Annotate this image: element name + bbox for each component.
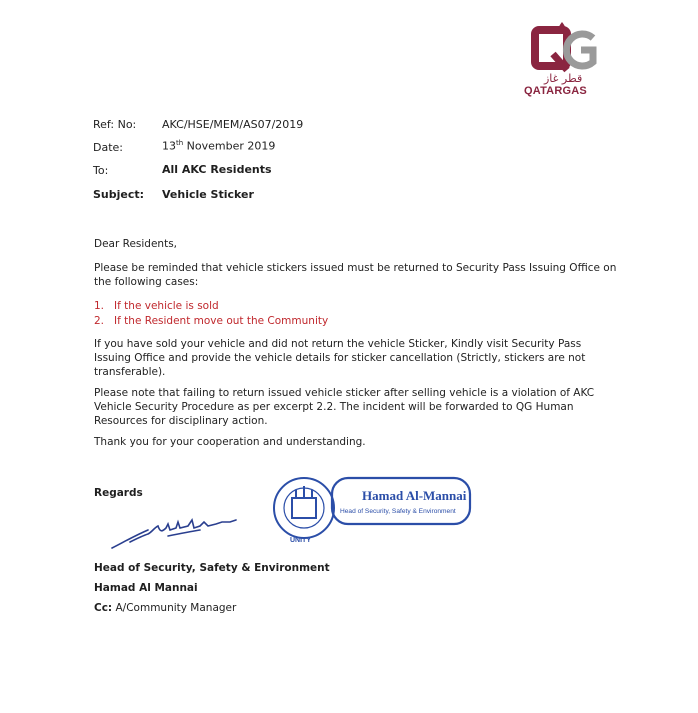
logo-wordmark: QATARGAS [524,85,587,97]
cc-line [94,601,619,615]
subject-label: Subject: [93,188,145,201]
paragraph-violation: Please note that failing to return issued vehicle sticker after selling vehicle is a violation of AKC Vehicle Security Procedure as per excerpt 2.2. The incident will be forwarded to QG Human Resources for disciplinary action. [94,387,595,427]
case-text: If the Resident move out the Community [114,315,329,327]
qatargas-logo [524,22,600,100]
date-value [162,139,275,153]
paragraph-sold-vehicle: If you have sold your vehicle and did not return the vehicle Sticker, Kindly visit Security Pass Issuing Office and provide the vehicle details for sticker cancellation (Strictly, stickers are not transferable). [94,338,586,378]
thanks-line: Thank you for your cooperation and understanding. [94,436,366,448]
signatory-position: Head of Security, Safety & Environment [94,562,330,574]
stamp-seal-text: UNITY [290,537,311,544]
intro-paragraph: Please be reminded that vehicle stickers issued must be returned to Security Pass Issuing Office on the following cases: [94,262,617,288]
stamp-title: Head of Security, Safety & Environment [340,508,456,515]
cc-label: Cc: [94,602,113,614]
signatory-name: Hamad Al Mannai [94,582,198,594]
qg-logo-mark [529,22,597,74]
cc-value: A/Community Manager [115,602,237,614]
ref-label: Ref: No: [93,118,137,131]
stamp-name: Hamad Al-Mannai [362,488,467,503]
subject-value: Vehicle Sticker [162,188,254,201]
date-suffix: th [176,139,184,147]
case-item [94,314,619,328]
handwritten-signature [108,510,243,555]
case-item [94,299,619,313]
date-label: Date: [93,141,123,154]
ref-value: AKC/HSE/MEM/AS07/2019 [162,118,304,131]
logo-arabic-text: قطر غاز [544,72,583,85]
case-number: 2. [94,315,105,327]
to-value: All AKC Residents [162,163,272,176]
date-day: 13 [162,139,176,153]
case-text: If the vehicle is sold [114,300,219,312]
case-number: 1. [94,300,105,312]
official-stamp [266,472,474,544]
date-rest: November 2019 [183,139,276,153]
salutation: Dear Residents, [94,238,178,250]
regards-line: Regards [94,487,143,499]
to-label: To: [93,164,109,177]
